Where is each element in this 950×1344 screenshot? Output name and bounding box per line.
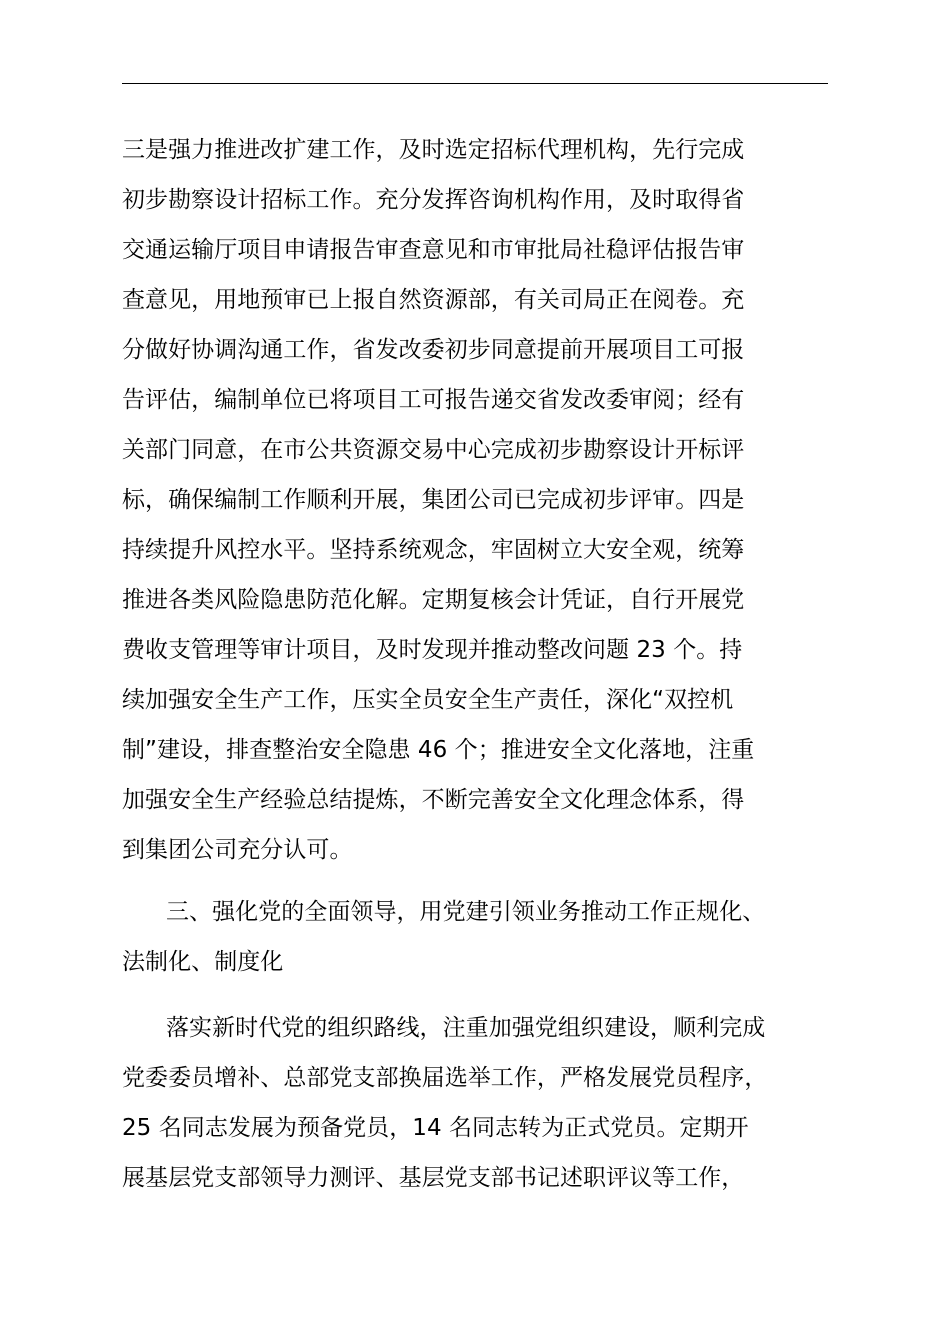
section-heading-line: 法制化、制度化 xyxy=(122,949,284,975)
section-heading-line: 三、强化党的全面领导，用党建引领业务推动工作正规化、 xyxy=(166,899,766,925)
paragraph-line: 告评估，编制单位已将项目工可报告递交省发改委审阅；经有 xyxy=(122,387,745,413)
paragraph-line: 三是强力推进改扩建工作，及时选定招标代理机构，先行完成 xyxy=(122,137,745,163)
paragraph-line: 交通运输厅项目申请报告审查意见和市审批局社稳评估报告审 xyxy=(122,237,745,263)
paragraph-line: 初步勘察设计招标工作。充分发挥咨询机构作用，及时取得省 xyxy=(122,187,745,213)
paragraph-line: 加强安全生产经验总结提炼，不断完善安全文化理念体系，得 xyxy=(122,787,745,813)
paragraph-line: 标，确保编制工作顺利开展，集团公司已完成初步评审。四是 xyxy=(122,487,745,513)
header-rule xyxy=(122,83,828,84)
paragraph-line: 分做好协调沟通工作，省发改委初步同意提前开展项目工可报 xyxy=(122,337,745,363)
paragraph-line: 关部门同意，在市公共资源交易中心完成初步勘察设计开标评 xyxy=(122,437,745,463)
paragraph-line: 落实新时代党的组织路线，注重加强党组织建设，顺利完成 xyxy=(166,1015,766,1041)
paragraph-line: 25 名同志发展为预备党员，14 名同志转为正式党员。定期开 xyxy=(122,1115,749,1141)
paragraph-line: 持续提升风控水平。坚持系统观念，牢固树立大安全观，统筹 xyxy=(122,537,745,563)
paragraph-line: 到集团公司充分认可。 xyxy=(122,837,353,863)
paragraph-line: 制”建设，排查整治安全隐患 46 个；推进安全文化落地，注重 xyxy=(122,737,755,763)
paragraph-line: 查意见，用地预审已上报自然资源部，有关司局正在阅卷。充 xyxy=(122,287,745,313)
paragraph-line: 费收支管理等审计项目，及时发现并推动整改问题 23 个。持 xyxy=(122,637,743,663)
paragraph-line: 续加强安全生产工作，压实全员安全生产责任，深化“双控机 xyxy=(122,687,734,713)
paragraph-line: 党委委员增补、总部党支部换届选举工作，严格发展党员程序， xyxy=(122,1065,768,1091)
paragraph-line: 推进各类风险隐患防范化解。定期复核会计凭证，自行开展党 xyxy=(122,587,745,613)
paragraph-line: 展基层党支部领导力测评、基层党支部书记述职评议等工作， xyxy=(122,1165,745,1191)
